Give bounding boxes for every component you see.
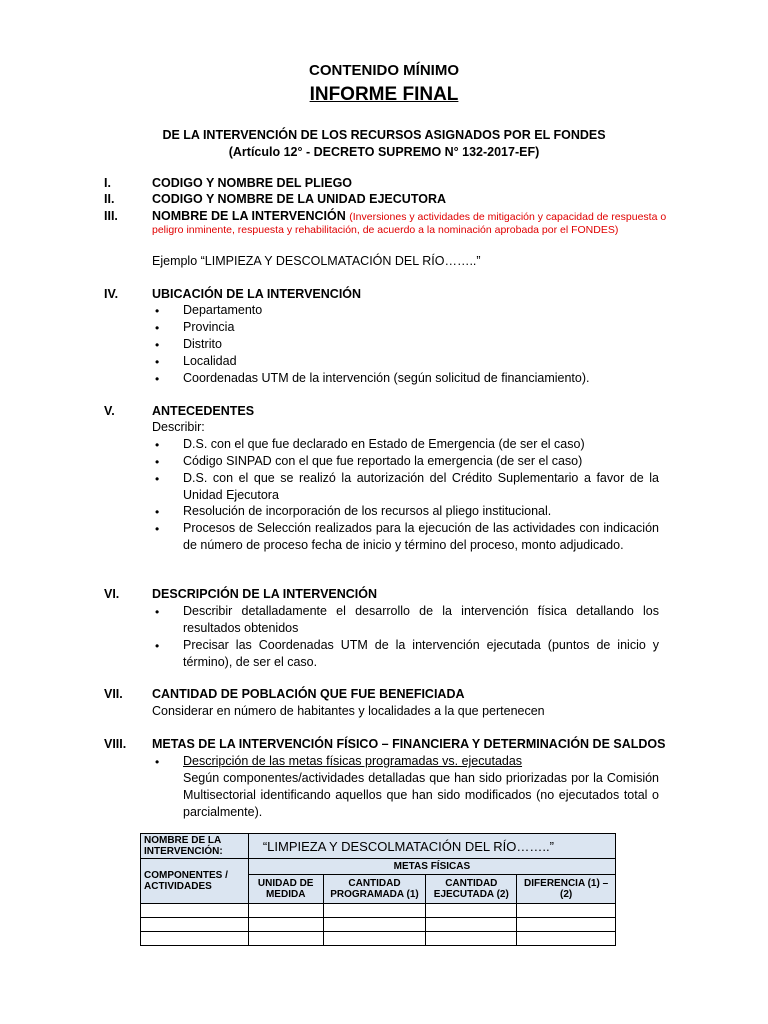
section-number: IV. [104, 287, 119, 301]
section-title-line [152, 209, 666, 223]
col-header-executed: CANTIDAD EJECUTADA (2) [426, 875, 517, 904]
bullet-icon: • [155, 505, 160, 519]
table-cell [517, 904, 616, 918]
doc-legal-reference: (Artículo 12° - DECRETO SUPREMO N° 132-2017-EF) [228, 145, 540, 159]
section-number: VIII. [104, 737, 127, 751]
doc-title: INFORME FINAL [309, 84, 459, 105]
section-number: I. [104, 176, 111, 190]
list-item: Coordenadas UTM de la intervención (según solicitud de financiamiento). [183, 371, 590, 385]
section-number: VI. [104, 587, 120, 601]
section-paragraph: Según componentes/actividades detalladas que han sido priorizadas por la Comisión Multisectorial identificando aquellos que han sido modificados (no ejecutados total o parcialmente). [183, 771, 659, 819]
list-item: Resolución de incorporación de los recursos al pliego institucional. [183, 504, 552, 518]
components-label: COMPONENTES / ACTIVIDADES [141, 859, 249, 904]
section-title: CODIGO Y NOMBRE DE LA UNIDAD EJECUTORA [152, 192, 447, 206]
doc-heading: DE LA INTERVENCIÓN DE LOS RECURSOS ASIGNADOS POR EL FONDES [162, 128, 606, 142]
list-item: Provincia [183, 320, 235, 334]
table-cell [426, 918, 517, 932]
table-row [141, 904, 616, 918]
table-cell [323, 932, 426, 946]
list-item: Departamento [183, 303, 263, 317]
section-title: ANTECEDENTES [152, 404, 255, 418]
doc-subtitle: CONTENIDO MÍNIMO [309, 62, 459, 79]
table-cell [323, 918, 426, 932]
list-item: Código SINPAD con el que fue reportado la emergencia (de ser el caso) [183, 454, 583, 468]
table-cell [248, 932, 323, 946]
example-text: Ejemplo “LIMPIEZA Y DESCOLMATACIÓN DEL RÍO……..” [152, 254, 481, 268]
col-header-unit: UNIDAD DE MEDIDA [248, 875, 323, 904]
bullet-icon: • [155, 472, 160, 486]
table-cell [248, 904, 323, 918]
bullet-icon: • [155, 304, 160, 318]
col-header-programmed: CANTIDAD PROGRAMADA (1) [323, 875, 426, 904]
metas-table [140, 833, 616, 946]
list-item: Precisar las Coordenadas UTM de la intervención ejecutada (puntos de inicio y término), de ser el caso. [183, 638, 659, 669]
col-header-difference: DIFERENCIA (1) – (2) [517, 875, 616, 904]
section-intro: Describir: [152, 420, 205, 434]
table-cell [426, 904, 517, 918]
bullet-icon: • [155, 438, 160, 452]
section-title: CANTIDAD DE POBLACIÓN QUE FUE BENEFICIADA [152, 687, 465, 701]
bullet-icon: • [155, 372, 160, 386]
section-title: DESCRIPCIÓN DE LA INTERVENCIÓN [152, 587, 378, 601]
section-title: UBICACIÓN DE LA INTERVENCIÓN [152, 287, 362, 301]
list-item: Descripción de las metas físicas programadas vs. ejecutadas [183, 754, 523, 768]
list-item: Describir detalladamente el desarrollo de la intervención física detallando los resultados obtenidos [183, 604, 659, 635]
table-cell [323, 904, 426, 918]
table-cell [517, 932, 616, 946]
table-row [141, 918, 616, 932]
list-item: D.S. con el que se realizó la autorización del Crédito Suplementario a favor de la Unidad Ejecutora [183, 471, 659, 502]
bullet-icon: • [155, 455, 160, 469]
section-number: VII. [104, 687, 123, 701]
section-title: CODIGO Y NOMBRE DEL PLIEGO [152, 176, 353, 190]
table-cell [141, 904, 249, 918]
list-item: Distrito [183, 337, 222, 351]
bullet-icon: • [155, 321, 160, 335]
bullet-icon: • [155, 605, 160, 619]
list-item: Procesos de Selección realizados para la ejecución de las actividades con indicación de número de proceso fecha de inicio y término del proceso, monto adjudicado. [183, 521, 659, 552]
bullet-icon: • [155, 755, 160, 769]
list-item: D.S. con el que fue declarado en Estado de Emergencia (de ser el caso) [183, 437, 585, 451]
section-number: III. [104, 209, 118, 223]
section-title: NOMBRE DE LA INTERVENCIÓN [152, 209, 346, 223]
table-row [141, 859, 616, 875]
section-number: V. [104, 404, 115, 418]
section-title: METAS DE LA INTERVENCIÓN FÍSICO – FINANCIERA Y DETERMINACIÓN DE SALDOS [152, 737, 666, 751]
section-note-continued: peligro inminente, respuesta y rehabilitación, de acuerdo a la nominación aprobada por el FONDES) [152, 224, 619, 236]
table-cell [517, 918, 616, 932]
intervention-name-value: “LIMPIEZA Y DESCOLMATACIÓN DEL RÍO……..” [248, 834, 615, 859]
bullet-icon: • [155, 639, 160, 653]
metas-header: METAS FÍSICAS [248, 859, 615, 875]
bullet-icon: • [155, 338, 160, 352]
table-cell [141, 932, 249, 946]
table-cell [426, 932, 517, 946]
section-number: II. [104, 192, 115, 206]
table-row [141, 932, 616, 946]
intervention-name-label: NOMBRE DE LA INTERVENCIÓN: [141, 834, 249, 859]
section-text: Considerar en número de habitantes y localidades a la que pertenecen [152, 704, 545, 718]
bullet-icon: • [155, 355, 160, 369]
table-cell [141, 918, 249, 932]
section-note: (Inversiones y actividades de mitigación y capacidad de respuesta o [349, 211, 667, 223]
list-item: Localidad [183, 354, 237, 368]
bullet-icon: • [155, 522, 160, 536]
table-cell [248, 918, 323, 932]
